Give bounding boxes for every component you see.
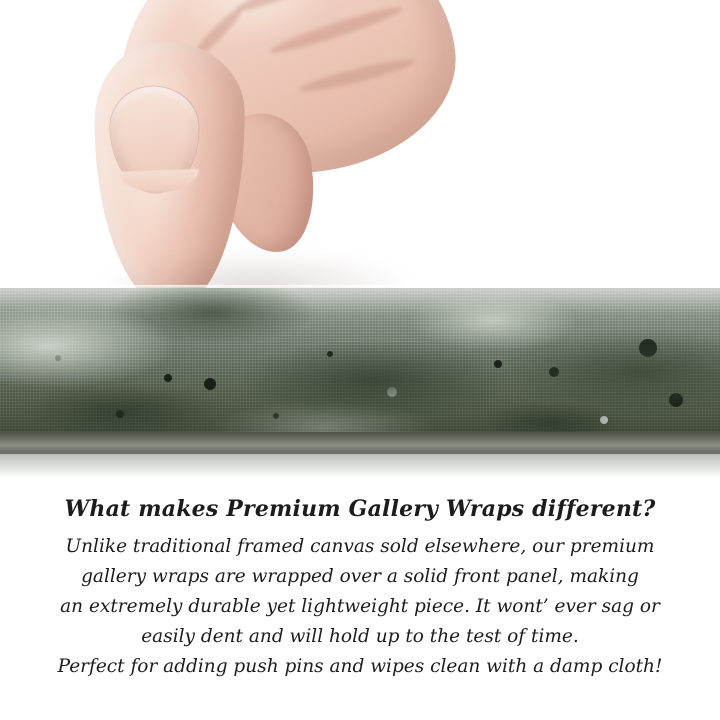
canvas-bottom-edge [0, 432, 720, 454]
caption-body [0, 532, 720, 682]
caption-line: Perfect for adding push pins and wipes clean with a damp cloth! [57, 656, 663, 677]
caption-line: gallery wraps are wrapped over a solid front panel, making [81, 566, 639, 587]
canvas-speck [669, 393, 683, 407]
canvas-speck [204, 378, 216, 390]
canvas-speck [549, 367, 559, 377]
knuckle-crease [297, 55, 417, 97]
canvas-speck [55, 355, 61, 361]
knuckle-crease [234, 0, 379, 17]
canvas-speck [273, 413, 279, 419]
knuckle-crease [268, 2, 405, 59]
caption-block [0, 492, 720, 682]
caption-line: Unlike traditional framed canvas sold elsewhere, our premium [65, 536, 655, 557]
canvas-speck [387, 387, 397, 397]
caption-heading: What makes Premium Gallery Wraps different? [64, 496, 656, 522]
canvas-speck [327, 351, 333, 357]
caption-line: easily dent and will hold up to the test of time. [141, 626, 579, 647]
canvas-edge-strip [0, 288, 720, 438]
canvas-speck [494, 360, 502, 368]
canvas-speck [600, 416, 608, 424]
canvas-drop-shadow [0, 452, 720, 478]
canvas-speck [639, 339, 657, 357]
canvas-speck [116, 410, 124, 418]
caption-line: an extremely durable yet lightweight piece. It wont’ ever sag or [60, 596, 660, 617]
canvas-speck [164, 374, 172, 382]
